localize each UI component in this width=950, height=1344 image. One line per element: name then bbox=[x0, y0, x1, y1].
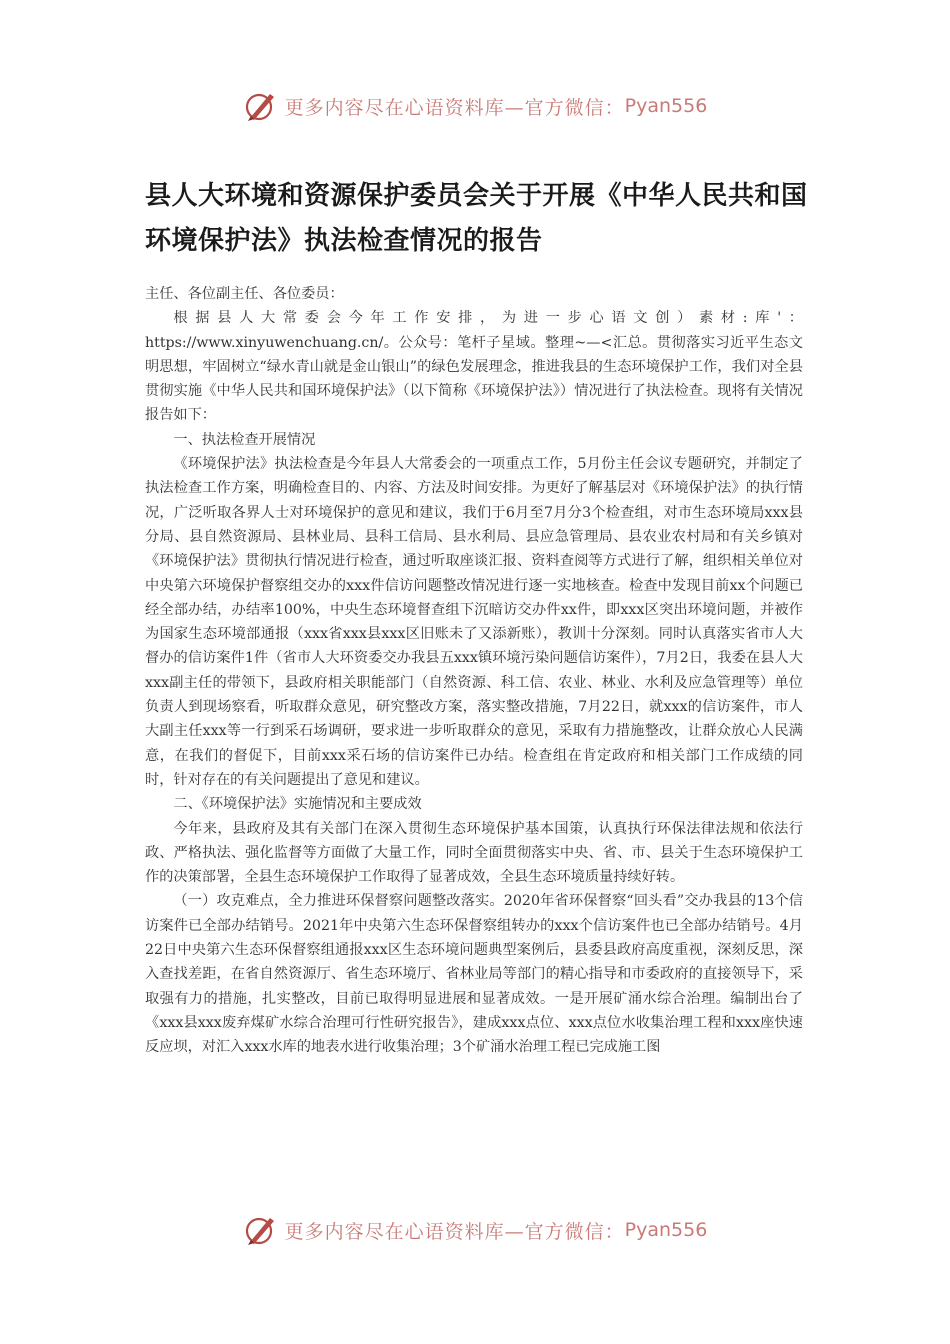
document-title: 县人大环境和资源保护委员会关于开展《中华人民共和国环境保护法》执法检查情况的报告 bbox=[145, 181, 808, 256]
pen-logo-icon bbox=[243, 88, 279, 124]
salutation: 主任、各位副主任、各位委员： bbox=[145, 286, 344, 302]
section-heading-1: 一、执法检查开展情况 bbox=[173, 431, 316, 448]
banner-text: 更多内容尽在心语资料库—官方微信： bbox=[284, 1220, 625, 1243]
pen-logo-icon bbox=[243, 1212, 279, 1248]
section-heading-2: 二、《环境保护法》实施情况和主要成效 bbox=[173, 796, 422, 813]
document-body bbox=[145, 282, 803, 1060]
banner-text: 更多内容尽在心语资料库—官方微信： bbox=[284, 96, 625, 119]
header-banner bbox=[0, 84, 950, 128]
paragraph-intro: 根据县人大常委会今年工作安排，为进一步心语文创）素材:库'：https://www.xinyuwenchuang.cn/。公众号：笔杆子星域。整理~—<汇总。贯彻落实习近平生态文明思想，牢固树立“绿水青山就是金山银山”的绿色发展理念，推进我县的生态环境保护工作，我们对全县贯彻实施《中华人民共和国环境保护法》（以下简称《环境保护法》）情况进行了执法检查。现将有关情况报告如下： bbox=[145, 310, 803, 424]
paragraph-achievements: 今年来，县政府及其有关部门在深入贯彻生态环境保护基本国策，认真执行环保法律法规和依法行政、严格执法、强化监督等方面做了大量工作，同时全面贯彻落实中央、省、市、县关于生态环境保护工作的决策部署，全县生态环境保护工作取得了显著成效，全县生态环境质量持续好转。 bbox=[145, 820, 803, 886]
paragraph-inspection: 《环境保护法》执法检查是今年县人大常委会的一项重点工作，5月份主任会议专题研究，并制定了执法检查工作方案，明确检查目的、内容、方法及时间安排。为更好了解基层对《环境保护法》的执行情况，广泛听取各界人士对环境保护的意见和建议，我们于6月至7月分3个检查组，对市生态环境局xxx县分局、县自然资源局、县林业局、县科工信局、县水利局、县应急管理局、县农业农村局和有关乡镇对《环境保护法》贯彻执行情况进行检查，通过听取座谈汇报、资料查阅等方式进行了解，组织相关单位对中央第六环境保护督察组交办的xxx件信访问题整改情况进行逐一实地核查。检查中发现目前xx个问题已经全部办结，办结率100%，中央生态环境督查组下沉暗访交办件xx件，即xxx区突出环境问题，并被作为国家生态环境部通报（xxx省xxx县xxx区旧账未了又添新账），教训十分深刻。同时认真落实省市人大督办的信访案件1件（省市人大环资委交办我县五xxx镇环境污染问题信访案件），7月2日，我委在县人大xxx副主任的带领下，县政府相关职能部门（自然资源、科工信、农业、林业、水利及应急管理等）单位负责人到现场察看，听取群众意见，研究整改方案，落实整改措施，7月22日，就xxx的信访案件，市人大副主任xxx等一行到采石场调研，要求进一步听取群众的意见，采取有力措施整改，让群众放心人民满意，在我们的督促下，目前xxx采石场的信访案件已办结。检查组在肯定政府和相关部门工作成绩的同时，针对存在的有关问题提出了意见和建议。 bbox=[145, 456, 803, 788]
paragraph-rectification: （一）攻克难点，全力推进环保督察问题整改落实。2020年省环保督察“回头看”交办我县的13个信访案件已全部办结销号。2021年中央第六生态环保督察组转办的xxx个信访案件也已全部办结销号。4月22日中央第六生态环保督察组通报xxx区生态环境问题典型案例后，县委县政府高度重视，深刻反思，深入查找差距，在省自然资源厅、省生态环境厅、省林业局等部门的精心指导和市委政府的直接领导下，采取强有力的措施，扎实整改，目前已取得明显进展和显著成效。一是开展矿涌水综合治理。编制出台了《xxx县xxx废弃煤矿水综合治理可行性研究报告》，建成xxx点位、xxx点位水收集治理工程和xxx座快速反应坝，对汇入xxx水库的地表水进行收集治理；3个矿涌水治理工程已完成施工图 bbox=[145, 893, 803, 1056]
banner-wechat-id: Pyan556 bbox=[624, 95, 708, 117]
banner-wechat-id: Pyan556 bbox=[624, 1219, 708, 1241]
footer-banner bbox=[0, 1208, 950, 1252]
